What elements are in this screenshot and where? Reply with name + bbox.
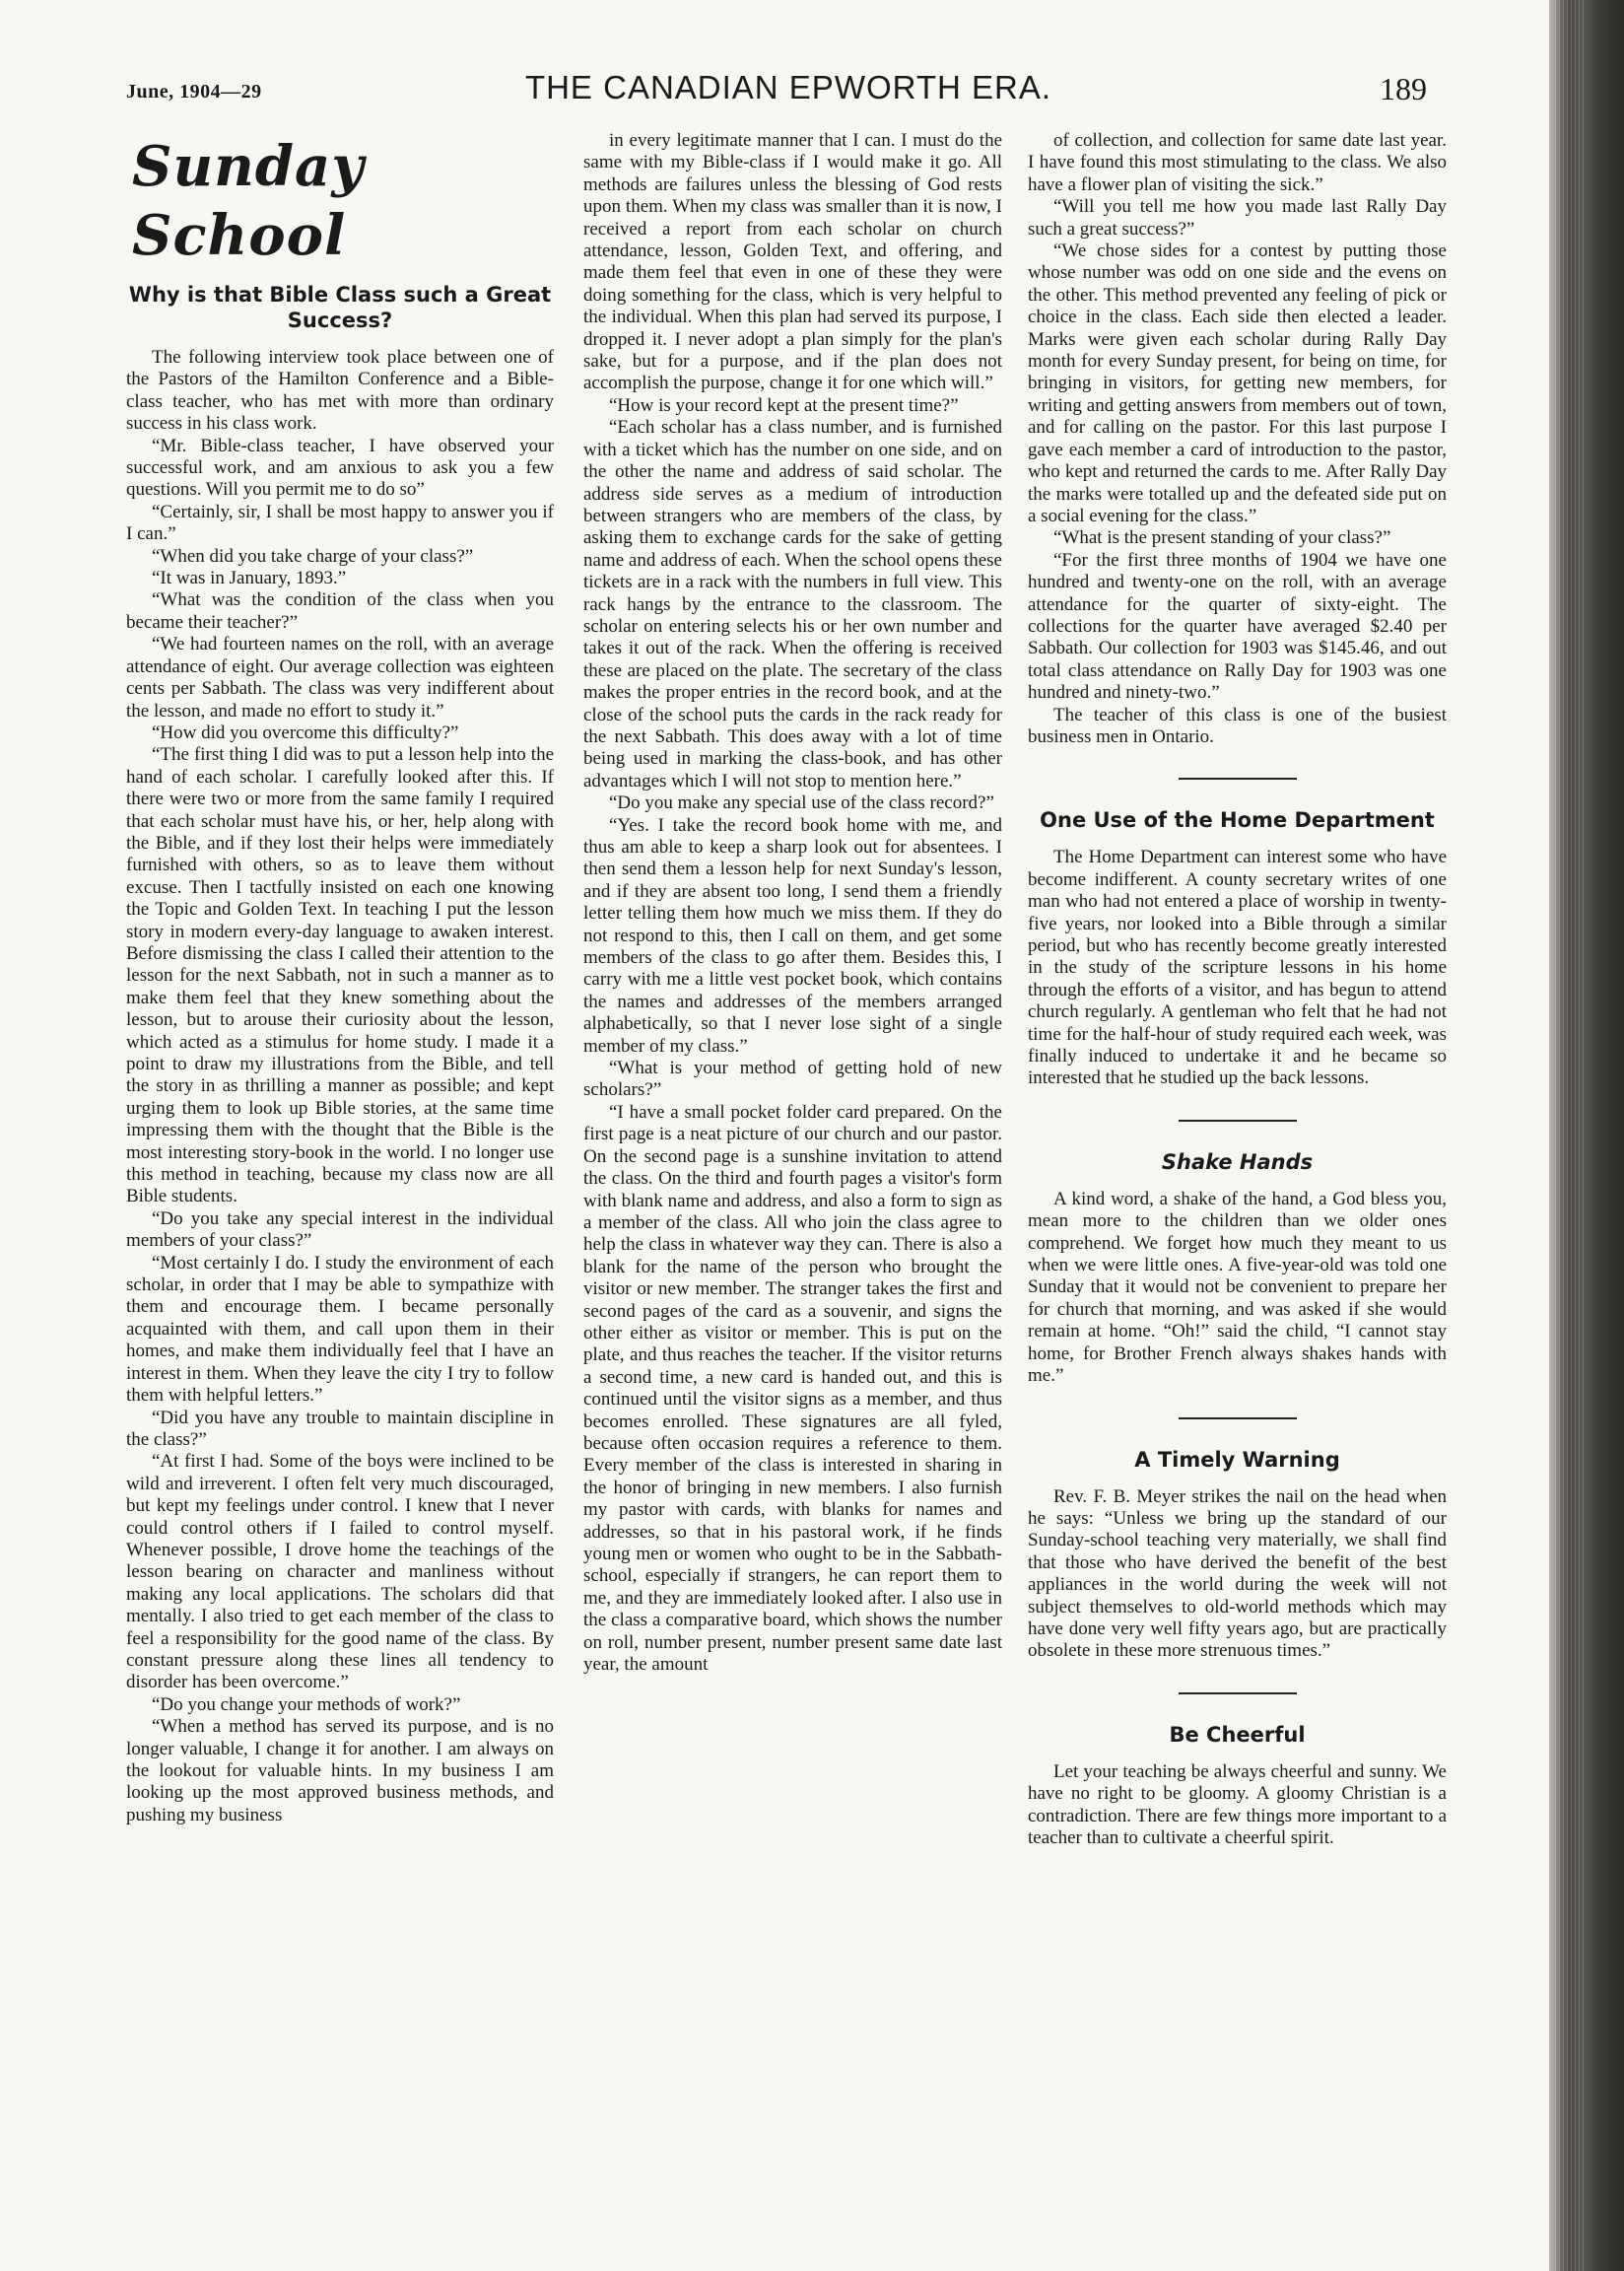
article-title-shake-hands: Shake Hands [1161, 1149, 1314, 1174]
paragraph: “Do you make any special use of the class record?” [609, 792, 994, 814]
paragraph: “The first thing I did was to put a lesson help into the hand of each scholar. I carefully looked after this. If there were two or more from the same family I required that each scholar must have his, or her, help along with the Bible, and if they lost their helps were immediately furnished with others, so as to leave them without excuse. Then I tactfully insisted on each one knowing the Topic and Golden Text. In teaching I put the lesson story in modern every-day language to awaken interest. Before dismissing the class I called their attention to the lesson for the next Sabbath, not in such a manner as to make them feel that they knew something about the lesson, but to arouse their curiosity about the lesson, which acted as a stimulus for home study. I made it a point to draw my illustrations from the Bible, and tell the story in as thrilling a manner as possible; and kept urging them to look up Bible stories, at the same time impressing them with the thought that the Bible is the most interesting story-book in the world. I no longer use this method in teaching, because my class now are all Bible students. [126, 744, 554, 1207]
running-head [0, 69, 1549, 108]
article-title-home-department: One Use of the Home Department [1040, 808, 1435, 833]
article-title-be-cheerful: Be Cheerful [1169, 1722, 1306, 1747]
issue-date: June, 1904—29 [126, 81, 262, 103]
paragraph: Rev. F. B. Meyer strikes the nail on the head when he says: “Unless we bring up the standard of our Sunday-school teaching very materially, we shall find that those who have derived the benefit of the best appliances in the world during the week will not subject themselves to old-world methods which may have done very well fifty years ago, but are practically obsolete in these more strenuous times.” [1028, 1485, 1447, 1662]
paragraph: “Do you change your methods of work?” [152, 1693, 461, 1715]
article-body-home-department [1028, 847, 1447, 1089]
paragraph: “Yes. I take the record book home with me, and thus am able to keep a sharp look out for absentees. I then send them a lesson help for next Sunday's lesson, and if they are absent too long, I send them a friendly letter telling them how much we miss them. If they do not respond to this, then I call on them, and get some members of the class to go after them. Besides this, I carry with me a little vest pocket book, which contains the names and addresses of the members arranged alphabetically, so that I never lose sight of a single member of my class.” [583, 814, 1002, 1057]
article-title-bible-class: Why is that Bible Class such a Great Success? [128, 283, 552, 332]
section-title: Sunday School [132, 134, 365, 268]
article-body-be-cheerful [1028, 1761, 1447, 1850]
divider-rule [1179, 778, 1297, 780]
divider-rule [1179, 1417, 1297, 1419]
paragraph: The teacher of this class is one of the busiest business men in Ontario. [1028, 704, 1447, 747]
divider-rule [1179, 1692, 1297, 1694]
paragraph: “How is your record kept at the present time?” [609, 394, 959, 416]
paragraph: “Certainly, sir, I shall be most happy to answer you if I can.” [126, 501, 554, 545]
paragraph: “When a method has served its purpose, and is no longer valuable, I change it for another. I am always on the lookout for valuable hints. In my business I am looking up the most approved business methods, and pushing my business [126, 1716, 554, 1825]
article-body-timely-warning [1028, 1486, 1447, 1663]
column-2 [583, 130, 1002, 1676]
paragraph: The Home Department can interest some who have become indifferent. A county secretary writes of one man who had not entered a place of worship in twenty-five years, nor looked into a Bible through a similar period, but who has recently become greatly interested in the study of the scripture lessons in his home through the efforts of a visitor, and has begun to attend church regularly. A gentleman who felt that he had not time for the half-hour of study required each week, was finally induced to undertake it and he became so interested that he studied up the back lessons. [1028, 847, 1447, 1089]
publication-title: THE CANADIAN EPWORTH ERA. [524, 69, 1052, 105]
paragraph: “When did you take charge of your class?” [152, 545, 474, 567]
paragraph: “For the first three months of 1904 we have one hundred and twenty-one on the roll, with an average attendance for the quarter of sixty-eight. The collections for the quarter have averaged $2.40 per Sabbath. Our collection for 1903 was $145.46, and out total class attendance on Rally Day for 1903 was one hundred and ninety-two.” [1028, 549, 1447, 704]
paragraph: “We had fourteen names on the roll, with an average attendance of eight. Our average collection was eighteen cents per Sabbath. The class was very indifferent about the lesson, and made no effort to study it.” [126, 634, 554, 722]
paragraph: of collection, and collection for same date last year. I have found this most stimulating to the class. We also have a flower plan of visiting the sick.” [1028, 130, 1447, 195]
paragraph: “Will you tell me how you made last Rally Day such a great success?” [1028, 196, 1447, 240]
paragraph: in every legitimate manner that I can. I must do the same with my Bible-class if I would make it go. All methods are failures unless the blessing of God rests upon them. When my class was smaller than it is now, I received a report from each scholar on church attendance, lesson, Golden Text, and offering, and made them feel that even in one of these they were doing something for the class, which is very helpful to the individual. When this plan had served its purpose, I dropped it. I never adopt a plan simply for the plan's sake, but for a purpose, and if the plan does not accomplish the purpose, change it for one which will.” [583, 130, 1002, 394]
paragraph: “Each scholar has a class number, and is furnished with a ticket which has the number on one side, and on the other the name and address of said scholar. The address side serves as a medium of introduction between strangers who are members of the class, by asking them to exchange cards for the sake of getting name and address of each. When the school opens these tickets are in a rack with the numbers in full view. This rack hangs by the entrance to the classroom. The scholar on entering selects his or her own number and takes it out of the rack. When the offering is received these are placed on the plate. The secretary of the class makes the proper entries in the record book, and at the close of the school puts the cards in the rack ready for the next Sabbath. This does away with a lot of time being used in marking the class-book, and has other advantages which I will not stop to mention here.” [583, 417, 1002, 791]
paragraph: “Did you have any trouble to maintain discipline in the class?” [126, 1407, 554, 1450]
column-3 [1028, 130, 1447, 1849]
page-stack-lines [1555, 0, 1585, 2271]
paragraph: “At first I had. Some of the boys were inclined to be wild and irreverent. I often felt very much discouraged, but kept my feelings under control. I knew that I never could control others if I failed to control myself. Whenever possible, I drove home the teachings of the lesson bearing on character and manliness without making any local applications. The scholars did that mentally. I also tried to get each member of the class to feel a responsibility for the good name of the class. By constant pressure along these lines all tendency to disorder has been overcome.” [126, 1451, 554, 1693]
paragraph: The following interview took place between one of the Pastors of the Hamilton Conference and a Bible-class teacher, who has met with more than ordinary success in his class work. [126, 347, 554, 435]
paragraph: “We chose sides for a contest by putting those whose number was odd on one side and the evens on the other. This method prevented any feeling of pick or choice in the class. Each side then elected a leader. Marks were given each scholar during Rally Day month for every Sunday present, for being on time, for bringing in visitors, for getting new members, for writing and getting answers from members out of town, and for calling on the pastor. For this last purpose I gave each member a card of introduction to the pastor, who kept and returned the cards to me. After Rally Day the marks were totalled up and the defeated side put on a social evening for the class.” [1028, 241, 1447, 526]
article-body-col2 [583, 130, 1002, 1676]
paragraph: Let your teaching be always cheerful and sunny. We have no right to be gloomy. A gloomy Christian is a contradiction. There are few things more important to a teacher than to cultivate a cheerful spirit. [1028, 1760, 1447, 1848]
article-title-timely-warning: A Timely Warning [1134, 1447, 1340, 1472]
paragraph: “It was in January, 1893.” [152, 568, 347, 589]
article-body-shake-hands [1028, 1189, 1447, 1388]
paragraph: “Most certainly I do. I study the environment of each scholar, in order that I may be able to sympathize with them and encourage them. I became personally acquainted with them, and call upon them in their homes, and make them individually feel that I have an interest in them. When they leave the city I try to follow them with helpful letters.” [126, 1252, 554, 1407]
page-number: 189 [1380, 71, 1427, 106]
paragraph: “What is your method of getting hold of new scholars?” [583, 1058, 1002, 1101]
paragraph: “I have a small pocket folder card prepared. On the first page is a neat picture of our church and our pastor. On the second page is a sunshine invitation to attend the class. On the third and fourth pages a visitor's form with blank name and address, and also a form to sign as a member of the class. All who join the class agree to help the class in whatever way they can. There is also a blank for the name of the person who brought the visitor or new member. The stranger takes the first and second pages of the card as a souvenir, and signs the other either as visitor or member. This is put on the plate, and thus reaches the teacher. If the visitor returns a second time, a new card is handed out, and this is continued until the visitor signs as a member, and thus becomes enrolled. These signatures are all fyled, because often occasion requires a reference to them. Every member of the class is interested in sharing in the honor of bringing in new members. I also furnish my pastor with cards, with blanks for names and addresses, so that in his pastoral work, if he finds young men or women who ought to be in the Sabbath-school, especially if strangers, he can report them to me, and they are immediately looked after. I also use in the class a comparative board, which shows the number on roll, number present, number present same date last year, the amount [583, 1101, 1002, 1676]
paragraph: “Mr. Bible-class teacher, I have observed your successful work, and am anxious to ask you a few questions. Will you permit me to do so” [126, 435, 554, 501]
paragraph: A kind word, a shake of the hand, a God bless you, mean more to the children than we older ones comprehend. We forget how much they meant to us when we were little ones. A five-year-old was told one Sunday that it would not be convenient to prepare her for church that morning, and was asked if she would remain at home. “Oh!” said the child, “I cannot stay home, for Brother French always shakes hands with me.” [1028, 1188, 1447, 1387]
divider-rule [1179, 1120, 1297, 1122]
paragraph: “Do you take any special interest in the individual members of your class?” [126, 1207, 554, 1252]
paragraph: “What is the present standing of your class?” [1053, 527, 1391, 549]
article-body-col1 [126, 347, 554, 1826]
column-1 [126, 130, 554, 1826]
paragraph: “How did you overcome this difficulty?” [152, 722, 459, 743]
article-body-col3 [1028, 130, 1447, 748]
paragraph: “What was the condition of the class when you became their teacher?” [126, 589, 554, 633]
